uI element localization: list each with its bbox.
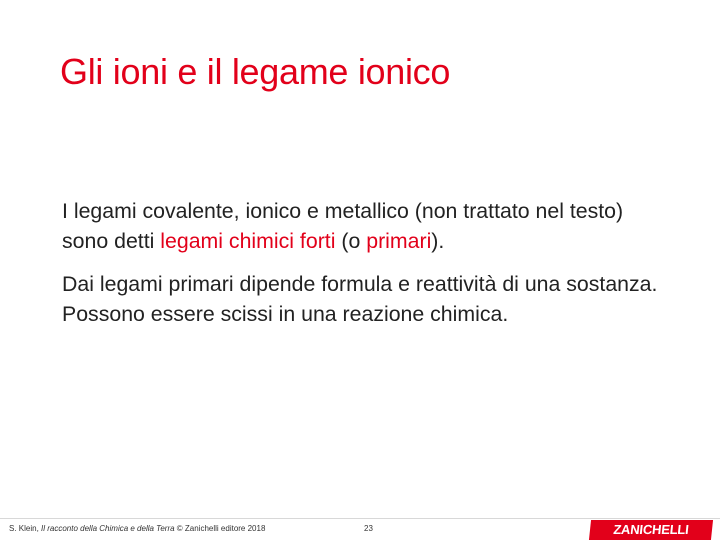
paragraph1-text-b: (o bbox=[335, 229, 367, 253]
paragraph1-text-a: I legami covalente, ionico e metallico (non trattato nel testo) sono detti bbox=[62, 199, 624, 253]
paragraph1-text-c: ). bbox=[431, 229, 445, 253]
footer-citation bbox=[9, 524, 265, 533]
paragraph-primary-bonds bbox=[62, 196, 662, 256]
slide-body bbox=[62, 196, 662, 342]
zanichelli-logo: ZANICHELLI bbox=[589, 520, 713, 540]
highlight-strong-bonds: legami chimici forti bbox=[160, 229, 336, 253]
page-number: 23 bbox=[364, 524, 373, 533]
slide-title: Gli ioni e il legame ionico bbox=[60, 51, 451, 92]
footer-publisher: © Zanichelli editore 2018 bbox=[174, 524, 266, 533]
footer-author: S. Klein, bbox=[9, 524, 42, 533]
footer-divider bbox=[0, 518, 720, 519]
paragraph-formula-reactivity: Dai legami primari dipende formula e reattività di una sostanza. Possono essere scissi in una reazione chimica. bbox=[62, 272, 658, 326]
footer-book-title: Il racconto della Chimica e della Terra bbox=[41, 524, 175, 533]
highlight-primary: primari bbox=[366, 229, 432, 253]
